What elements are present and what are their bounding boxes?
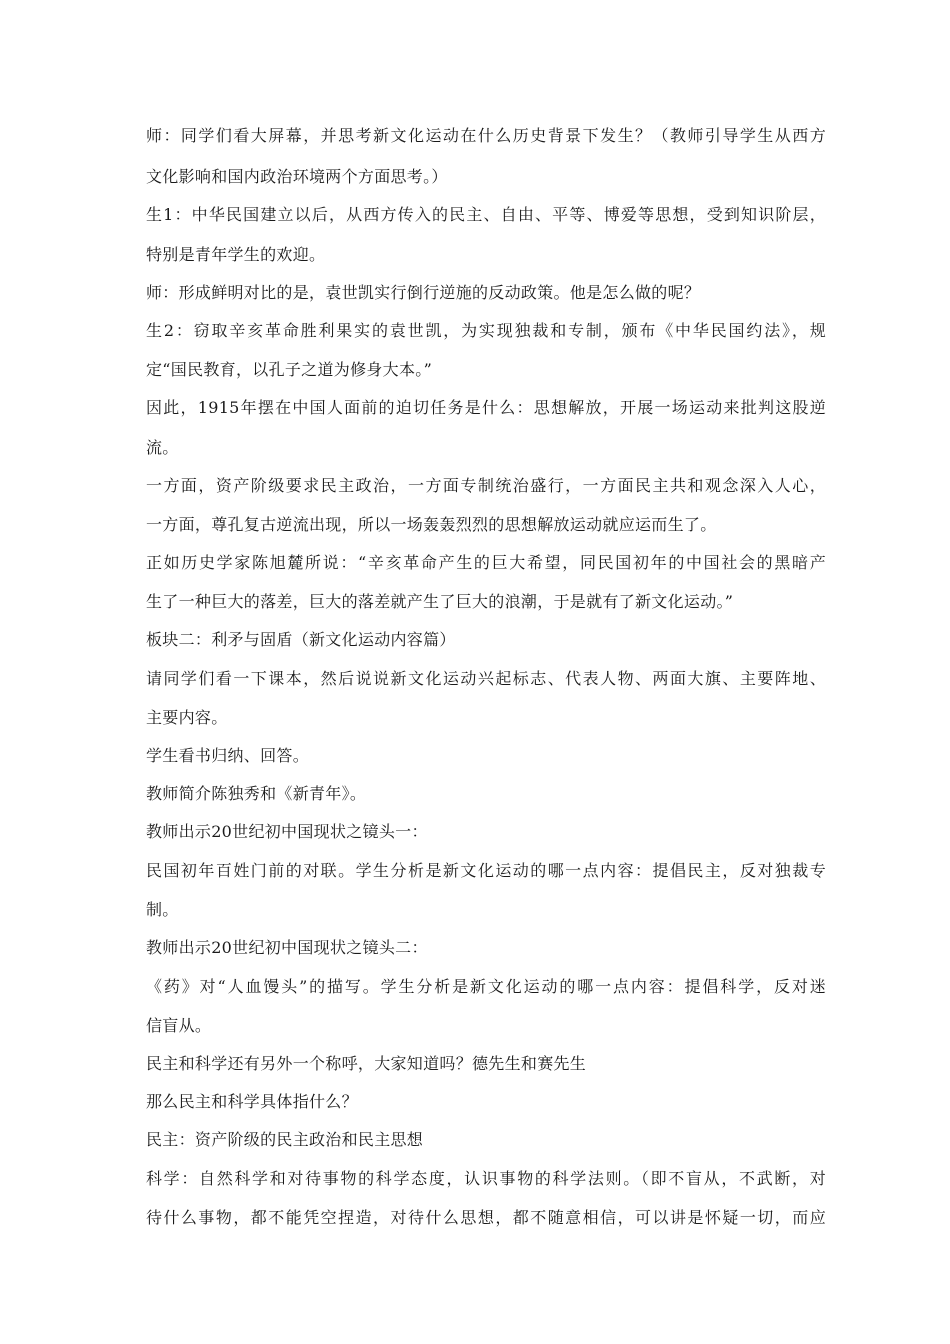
text-line: 制。 (146, 900, 179, 919)
text-line: 教师出示20世纪初中国现状之镜头二： (146, 938, 428, 957)
text-line: 因此，1915年摆在中国人面前的迫切任务是什么：思想解放，开展一场运动来批判这股逆 (146, 398, 826, 417)
text-line: 学生看书归纳、回答。 (146, 746, 310, 765)
text-line: 定“国民教育，以孔子之道为修身大本。” (146, 360, 433, 379)
text-line: 流。 (146, 438, 179, 457)
text-line: 一方面，资产阶级要求民主政治，一方面专制统治盛行，一方面民主共和观念深入人心， (146, 476, 826, 495)
text-line: 特别是青年学生的欢迎。 (146, 245, 326, 264)
text-line: 信盲从。 (146, 1016, 212, 1035)
text-line: 正如历史学家陈旭麓所说：“辛亥革命产生的巨大希望，同民国初年的中国社会的黑暗产 (146, 553, 826, 572)
text-line: 主要内容。 (146, 708, 228, 727)
text-line: 生了一种巨大的落差，巨大的落差就产生了巨大的浪潮，于是就有了新文化运动。” (146, 592, 734, 611)
text-line: 生1：中华民国建立以后，从西方传入的民主、自由、平等、博爱等思想，受到知识阶层， (146, 205, 826, 224)
text-line: 文化影响和国内政治环境两个方面思考。） (146, 167, 448, 186)
text-line: 民主和科学还有另外一个称呼，大家知道吗？德先生和赛先生 (146, 1054, 587, 1073)
text-line: 待什么事物，都不能凭空捏造，对待什么思想，都不随意相信，可以讲是怀疑一切，而应 (146, 1208, 826, 1227)
text-line: 《药》对“人血馒头”的描写。学生分析是新文化运动的哪一点内容：提倡科学，反对迷 (146, 977, 826, 996)
text-line: 那么民主和科学具体指什么？ (146, 1092, 358, 1111)
text-line: 请同学们看一下课本，然后说说新文化运动兴起标志、代表人物、两面大旗、主要阵地、 (146, 669, 826, 688)
text-line: 民国初年百姓门前的对联。学生分析是新文化运动的哪一点内容：提倡民主，反对独裁专 (146, 861, 826, 880)
text-line: 一方面，尊孔复古逆流出现，所以一场轰轰烈烈的思想解放运动就应运而生了。 (146, 515, 717, 534)
text-line: 教师出示20世纪初中国现状之镜头一： (146, 822, 428, 841)
text-line: 师：形成鲜明对比的是，袁世凯实行倒行逆施的反动政策。他是怎么做的呢？ (146, 283, 701, 302)
text-line: 师：同学们看大屏幕，并思考新文化运动在什么历史背景下发生？（教师引导学生从西方 (146, 126, 826, 145)
section-heading: 板块二：利矛与固盾（新文化运动内容篇） (146, 630, 456, 649)
text-line: 科学：自然科学和对待事物的科学态度，认识事物的科学法则。（即不盲从，不武断，对 (146, 1169, 826, 1188)
text-line: 民主：资产阶级的民主政治和民主思想 (146, 1130, 424, 1149)
text-line: 教师简介陈独秀和《新青年》。 (146, 784, 367, 803)
text-line: 生2：窃取辛亥革命胜利果实的袁世凯，为实现独裁和专制，颁布《中华民国约法》，规 (146, 321, 826, 340)
